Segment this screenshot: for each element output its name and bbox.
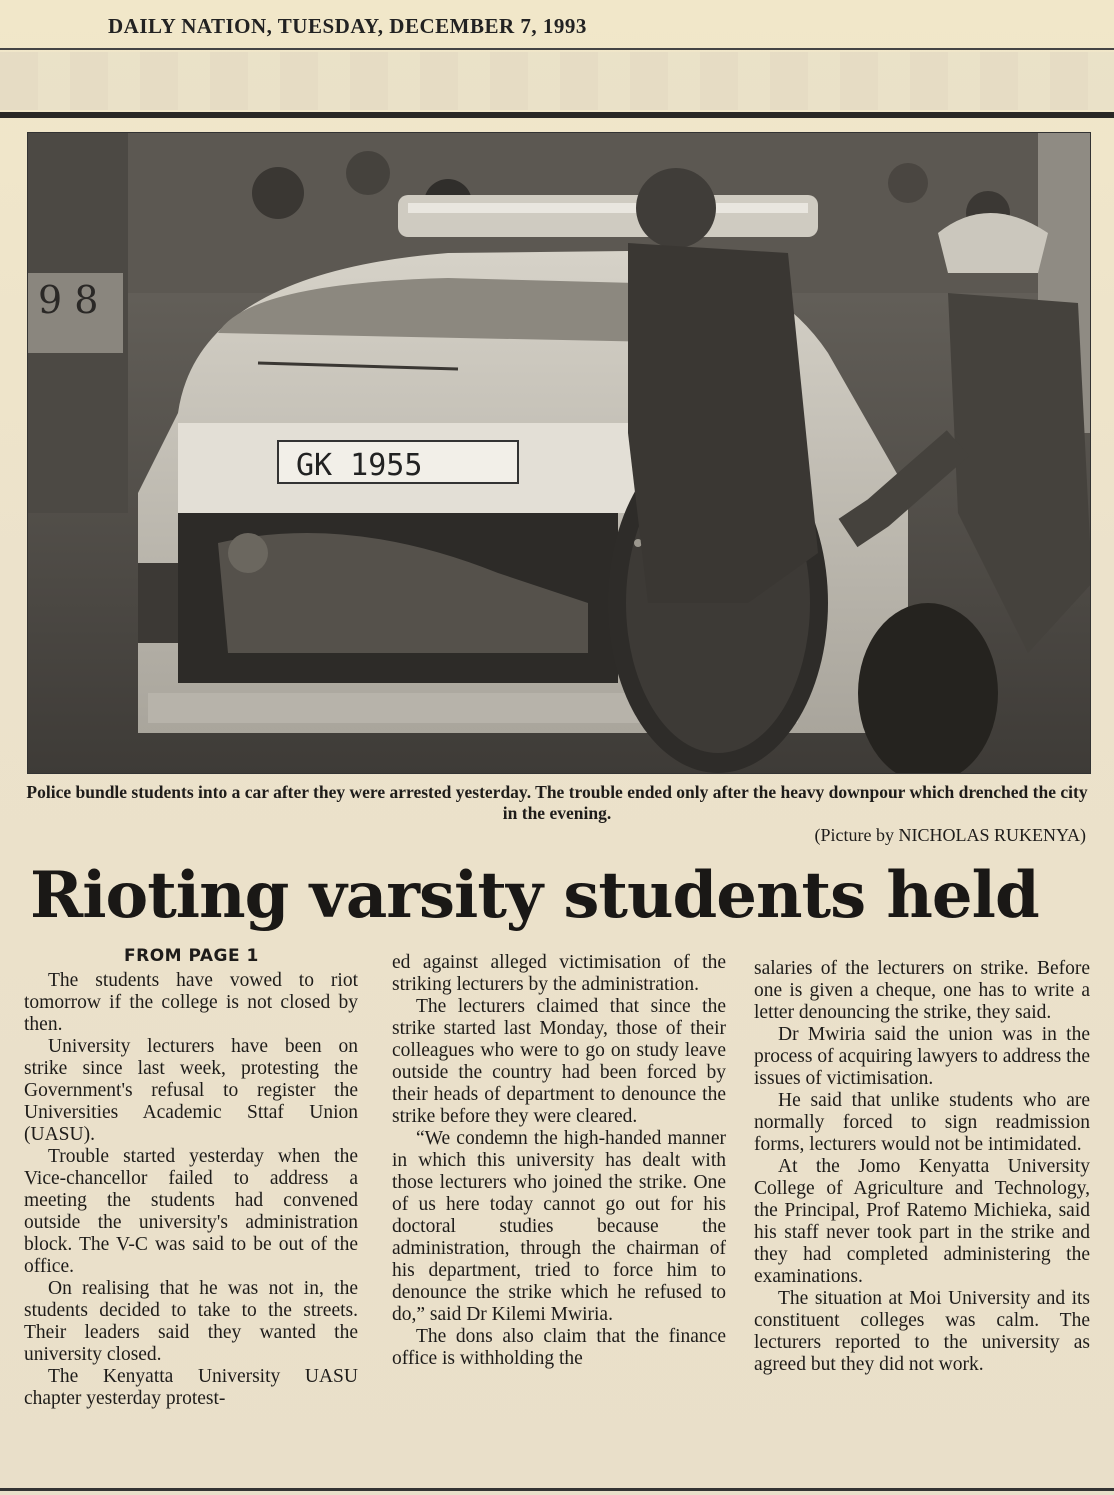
continuation-kicker: FROM PAGE 1	[124, 946, 259, 966]
news-photo	[27, 132, 1091, 774]
paragraph: The students have vowed to riot tomorrow if the college is not closed by then.	[24, 970, 358, 1035]
bleed-through-band	[0, 52, 1114, 110]
paragraph: “We condemn the high-handed manner in which this university has dealt with those lecturers who joined the strike. One of us here today cannot go out for his doctoral studies because the administration, through the chairman of his department, tried to force him to denounce the strike which he refused to do,” said Dr Kilemi Mwiria.	[392, 1128, 726, 1325]
photo-caption: Police bundle students into a car after they were arrested yesterday. The trouble ended only after the heavy downpour which drenched the city in the evening.	[26, 782, 1088, 823]
paragraph: On realising that he was not in, the students decided to take to the streets. Their leaders said they wanted the university closed.	[24, 1278, 358, 1365]
paragraph: He said that unlike students who are normally forced to sign readmission forms, lecturers would not be intimidated.	[754, 1090, 1090, 1155]
paragraph: The Kenyatta University UASU chapter yesterday protest-	[24, 1366, 358, 1409]
masthead-rule	[0, 48, 1114, 50]
paragraph: salaries of the lecturers on strike. Before one is given a cheque, one has to write a letter denouncing the strike, they said.	[754, 958, 1090, 1023]
plate-text: GK 1955	[296, 448, 423, 483]
section-rule	[0, 112, 1114, 118]
article-headline: Rioting varsity students held	[30, 858, 1039, 933]
article-column-3	[754, 958, 1090, 1495]
masthead-dateline: DAILY NATION, TUESDAY, DECEMBER 7, 1993	[108, 14, 587, 38]
paragraph: University lecturers have been on strike since last week, protesting the Government's refusal to register the Universities Academic Sttaf Union (UASU).	[24, 1036, 358, 1145]
paragraph: The lecturers claimed that since the strike started last Monday, those of their colleagues who were to go on study leave outside the country had been forced by their heads of department to denounce the strike before they were cleared.	[392, 996, 726, 1127]
bottom-rule	[0, 1488, 1114, 1491]
svg-text:9 8: 9 8	[38, 278, 99, 322]
paragraph: Trouble started yesterday when the Vice-chancellor failed to address a meeting the students had convened outside the university's administration block. The V-C was said to be out of the office.	[24, 1146, 358, 1277]
article-column-1	[24, 944, 358, 1489]
paragraph: The situation at Moi University and its constituent colleges was calm. The lecturers reported to the university as agreed but they did not work.	[754, 1288, 1090, 1375]
paragraph: The dons also claim that the finance office is withholding the	[392, 1326, 726, 1369]
paragraph: Dr Mwiria said the union was in the process of acquiring lawyers to address the issues of victimisation.	[754, 1024, 1090, 1089]
paragraph: At the Jomo Kenyatta University College of Agriculture and Technology, the Principal, Prof Ratemo Michieka, said his staff never took part in the strike and they had completed administering the examinations.	[754, 1156, 1090, 1287]
photo-credit: (Picture by NICHOLAS RUKENYA)	[814, 825, 1086, 845]
paragraph: ed against alleged victimisation of the striking lecturers by the administration.	[392, 952, 726, 995]
article-column-2	[392, 952, 726, 1495]
